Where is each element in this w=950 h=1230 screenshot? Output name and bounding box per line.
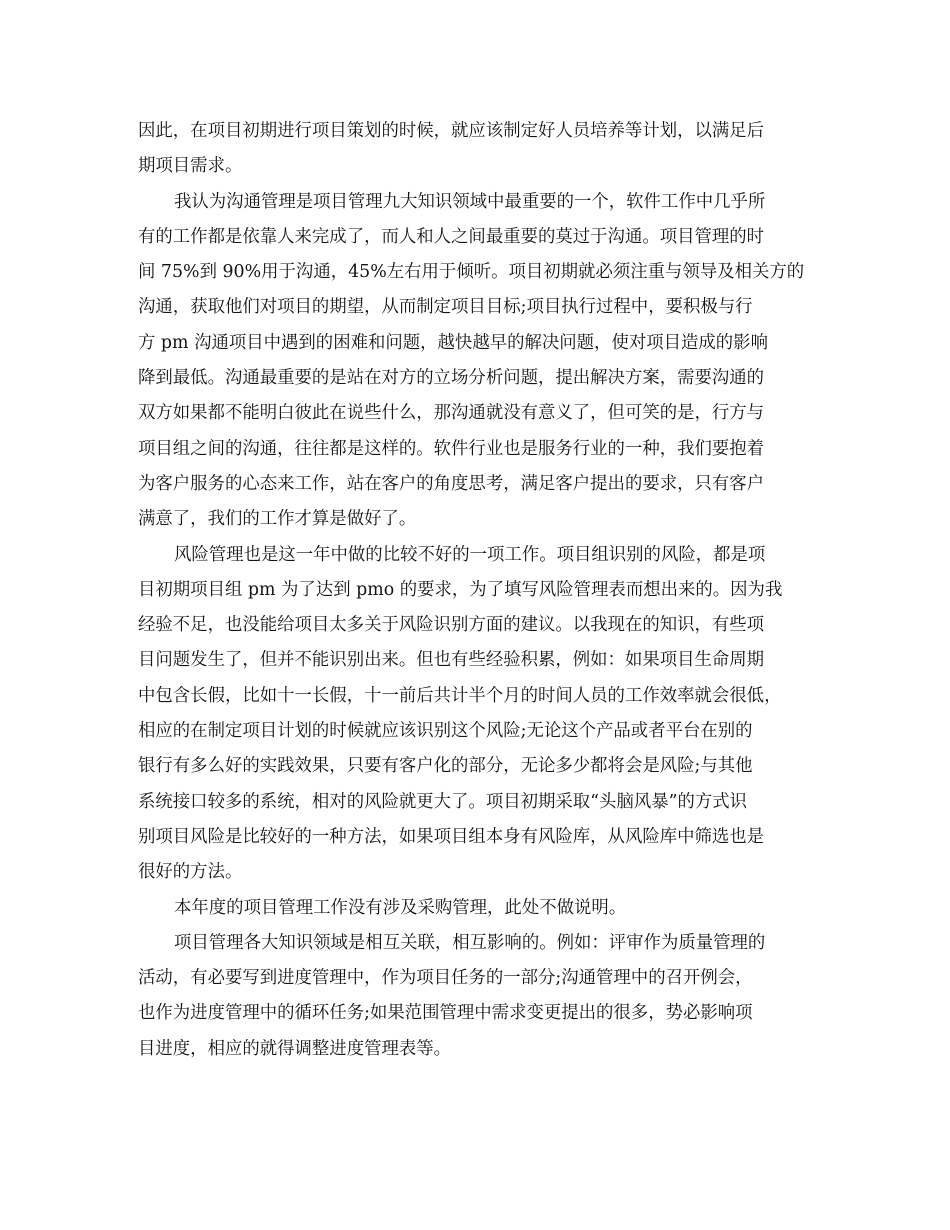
text-line: 期项目需求。 (138, 156, 243, 177)
text-line: 很好的方法。 (138, 862, 243, 883)
text-line: 间 75%到 90%用于沟通，45%左右用于倾听。项目初期就必须注重与领导及相关方的 (138, 262, 805, 283)
text-line: 因此，在项目初期进行项目策划的时候，就应该制定好人员培养等计划，以满足后 (138, 121, 765, 141)
text-line: 系统接口较多的系统，相对的风险就更大了。项目初期采取“头脑风暴”的方式识 (138, 791, 748, 812)
text-line: 活动，有必要写到进度管理中，作为项目任务的一部分;沟通管理中的召开例会， (138, 968, 753, 989)
text-line: 中包含长假，比如十一长假，十一前后共计半个月的时间人员的工作效率就会很低， (138, 685, 782, 706)
paragraph (138, 926, 822, 1067)
text-line: 方 pm 沟通项目中遇到的困难和问题，越快越早的解决问题，使对项目造成的影响 (138, 332, 768, 353)
text-line: 沟通，获取他们对项目的期望，从而制定项目目标;项目执行过程中，要积极与行 (138, 297, 753, 318)
text-line: 目问题发生了，但并不能识别出来。但也有些经验积累，例如：如果项目生命周期 (138, 650, 765, 671)
text-line: 有的工作都是依靠人来完成了，而人和人之间最重要的莫过于沟通。项目管理的时 (138, 226, 765, 247)
text-line: 也作为进度管理中的循环任务;如果范围管理中需求变更提出的很多，势必影响项 (138, 1003, 753, 1024)
text-line: 项目组之间的沟通，往往都是这样的。软件行业也是服务行业的一种，我们要抱着 (138, 438, 765, 459)
text-line: 目初期项目组 pm 为了达到 pmo 的要求，为了填写风险管理表而想出来的。因为我 (138, 579, 783, 600)
text-line: 双方如果都不能明白彼此在说些什么，那沟通就没有意义了，但可笑的是，行方与 (138, 403, 765, 424)
paragraph (138, 185, 822, 538)
paragraph (138, 538, 822, 891)
paragraph (138, 891, 822, 926)
text-line: 项目管理各大知识领域是相互关联，相互影响的。例如：评审作为质量管理的 (174, 932, 766, 953)
text-line: 我认为沟通管理是项目管理九大知识领域中最重要的一个，软件工作中几乎所 (174, 191, 766, 212)
text-line: 目进度，相应的就得调整进度管理表等。 (138, 1038, 452, 1059)
text-line: 相应的在制定项目计划的时候就应该识别这个风险;无论这个产品或者平台在别的 (138, 721, 753, 742)
text-line: 银行有多么好的实践效果，只要有客户化的部分，无论多少都将会是风险;与其他 (138, 756, 753, 777)
text-line: 本年度的项目管理工作没有涉及采购管理，此处不做说明。 (174, 897, 627, 918)
body-text (138, 114, 822, 1067)
text-line: 经验不足，也没能给项目太多关于风险识别方面的建议。以我现在的知识，有些项 (138, 615, 765, 636)
text-line: 风险管理也是这一年中做的比较不好的一项工作。项目组识别的风险，都是项 (174, 544, 766, 565)
text-line: 满意了，我们的工作才算是做好了。 (138, 509, 417, 530)
text-line: 别项目风险是比较好的一种方法，如果项目组本身有风险库，从风险库中筛选也是 (138, 826, 765, 847)
text-line: 降到最低。沟通最重要的是站在对方的立场分析问题，提出解决方案，需要沟通的 (138, 368, 765, 389)
text-line: 为客户服务的心态来工作，站在客户的角度思考，满足客户提出的要求，只有客户 (138, 473, 765, 494)
paragraph (138, 114, 822, 185)
